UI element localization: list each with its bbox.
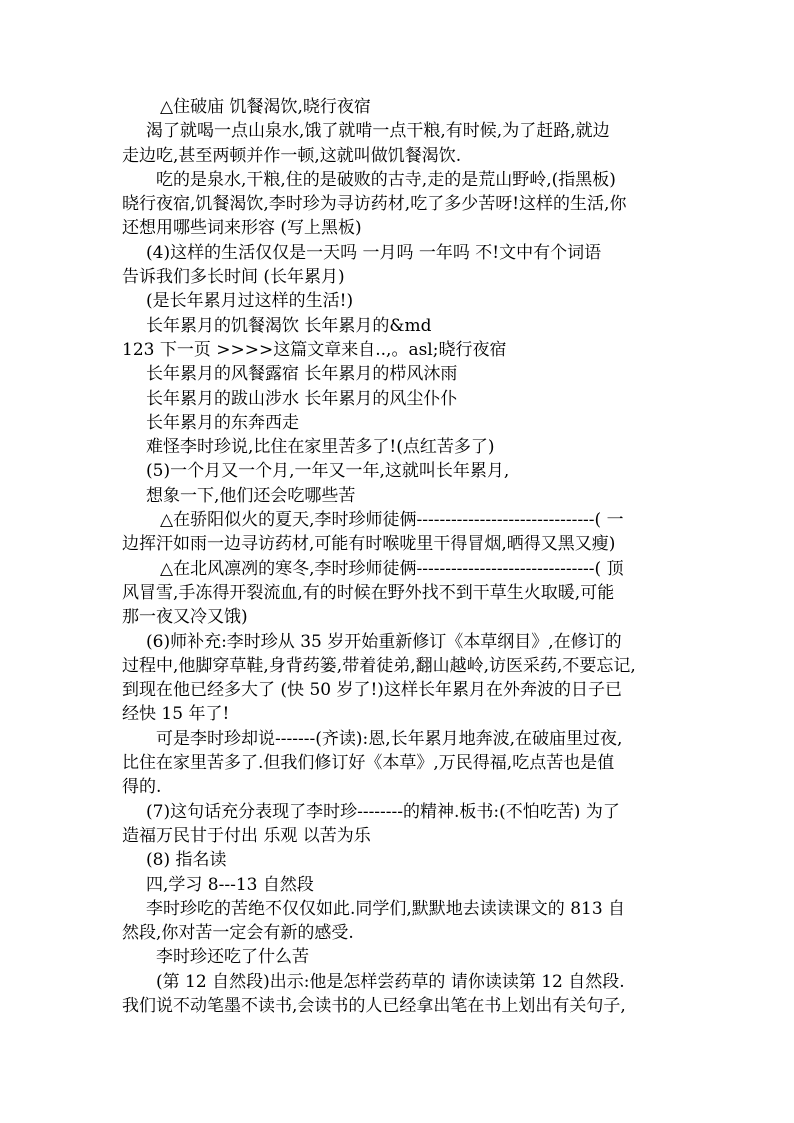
text-line: 经快 15 年了! bbox=[122, 704, 230, 725]
text-line: (8) 指名读 bbox=[146, 850, 227, 871]
text-line: (第 12 自然段)出示:他是怎样尝药草的 请你读读第 12 自然段. bbox=[156, 971, 625, 992]
text-line: 长年累月的跋山涉水 长年累月的风尘仆仆 bbox=[146, 388, 458, 409]
text-line: 那一夜又冷又饿) bbox=[122, 607, 248, 628]
text-line: 渴了就喝一点山泉水,饿了就啃一点干粮,有时候,为了赶路,就边 bbox=[146, 121, 610, 142]
text-line: △在骄阳似火的夏天,李时珍师徒俩-------------------------------( 一 bbox=[160, 510, 624, 531]
text-line: 长年累月的饥餐渴饮 长年累月的&md bbox=[146, 315, 432, 336]
text-line: 造福万民甘于付出 乐观 以苦为乐 bbox=[122, 825, 371, 846]
document-body bbox=[122, 95, 677, 1018]
text-line: (是长年累月过这样的生活!) bbox=[146, 291, 354, 312]
text-line: 过程中,他脚穿草鞋,身背药篓,带着徒弟,翻山越岭,访医采药,不要忘记, bbox=[122, 655, 636, 676]
text-line: 风冒雪,手冻得开裂流血,有的时候在野外找不到干草生火取暖,可能 bbox=[122, 582, 615, 603]
text-line: 李时珍吃的苦绝不仅仅如此.同学们,默默地去读读课文的 813 自 bbox=[146, 898, 626, 919]
text-line: 走边吃,甚至两顿并作一顿,这就叫做饥餐渴饮. bbox=[122, 145, 462, 166]
text-line: 难怪李时珍说,比住在家里苦多了!(点红苦多了) bbox=[146, 437, 495, 458]
text-line: (5)一个月又一个月,一年又一年,这就叫长年累月, bbox=[146, 461, 510, 482]
text-line: (6)师补充:李时珍从 35 岁开始重新修订《本草纲目》,在修订的 bbox=[146, 631, 622, 652]
text-line: (4)这样的生活仅仅是一天吗 一月吗 一年吗 不!文中有个词语 bbox=[146, 242, 602, 263]
text-line: 可是李时珍却说-------(齐读):恩,长年累月地奔波,在破庙里过夜, bbox=[156, 728, 623, 749]
text-line: 到现在他已经多大了 (快 50 岁了!)这样长年累月在外奔波的日子已 bbox=[122, 680, 622, 701]
text-line: 晓行夜宿,饥餐渴饮,李时珍为寻访药材,吃了多少苦呀!这样的生活,你 bbox=[122, 194, 627, 215]
text-line: (7)这句话充分表现了李时珍--------的精神.板书:(不怕吃苦) 为了 bbox=[146, 801, 620, 822]
text-line: 我们说不动笔墨不读书,会读书的人已经拿出笔在书上划出有关句子, bbox=[122, 995, 626, 1016]
text-line: 李时珍还吃了什么苦 bbox=[156, 947, 309, 968]
text-line: 想象一下,他们还会吃哪些苦 bbox=[146, 485, 356, 506]
text-line: △住破庙 饥餐渴饮,晓行夜宿 bbox=[160, 97, 371, 117]
text-line: 比住在家里苦多了.但我们修订好《本草》,万民得福,吃点苦也是值 bbox=[122, 753, 615, 774]
text-line: 告诉我们多长时间 (长年累月) bbox=[122, 267, 345, 288]
text-line: 四,学习 8---13 自然段 bbox=[146, 874, 314, 895]
text-line: △在北风凛冽的寒冬,李时珍师徒俩-------------------------------( 顶 bbox=[160, 558, 624, 579]
text-line: 长年累月的风餐露宿 长年累月的栉风沐雨 bbox=[146, 364, 458, 385]
text-line: 123 下一页 >>>>这篇文章来自..,。asl;晓行夜宿 bbox=[122, 339, 507, 360]
text-line: 长年累月的东奔西走 bbox=[146, 412, 299, 433]
text-line: 然段,你对苦一定会有新的感受. bbox=[122, 923, 354, 944]
text-line: 边挥汗如雨一边寻访药材,可能有时喉咙里干得冒烟,晒得又黑又瘦) bbox=[122, 534, 616, 555]
text-line: 得的. bbox=[122, 777, 162, 798]
text-line: 吃的是泉水,干粮,住的是破败的古寺,走的是荒山野岭,(指黑板) bbox=[156, 169, 616, 190]
text-line: 还想用哪些词来形容 (写上黑板) bbox=[122, 218, 362, 239]
